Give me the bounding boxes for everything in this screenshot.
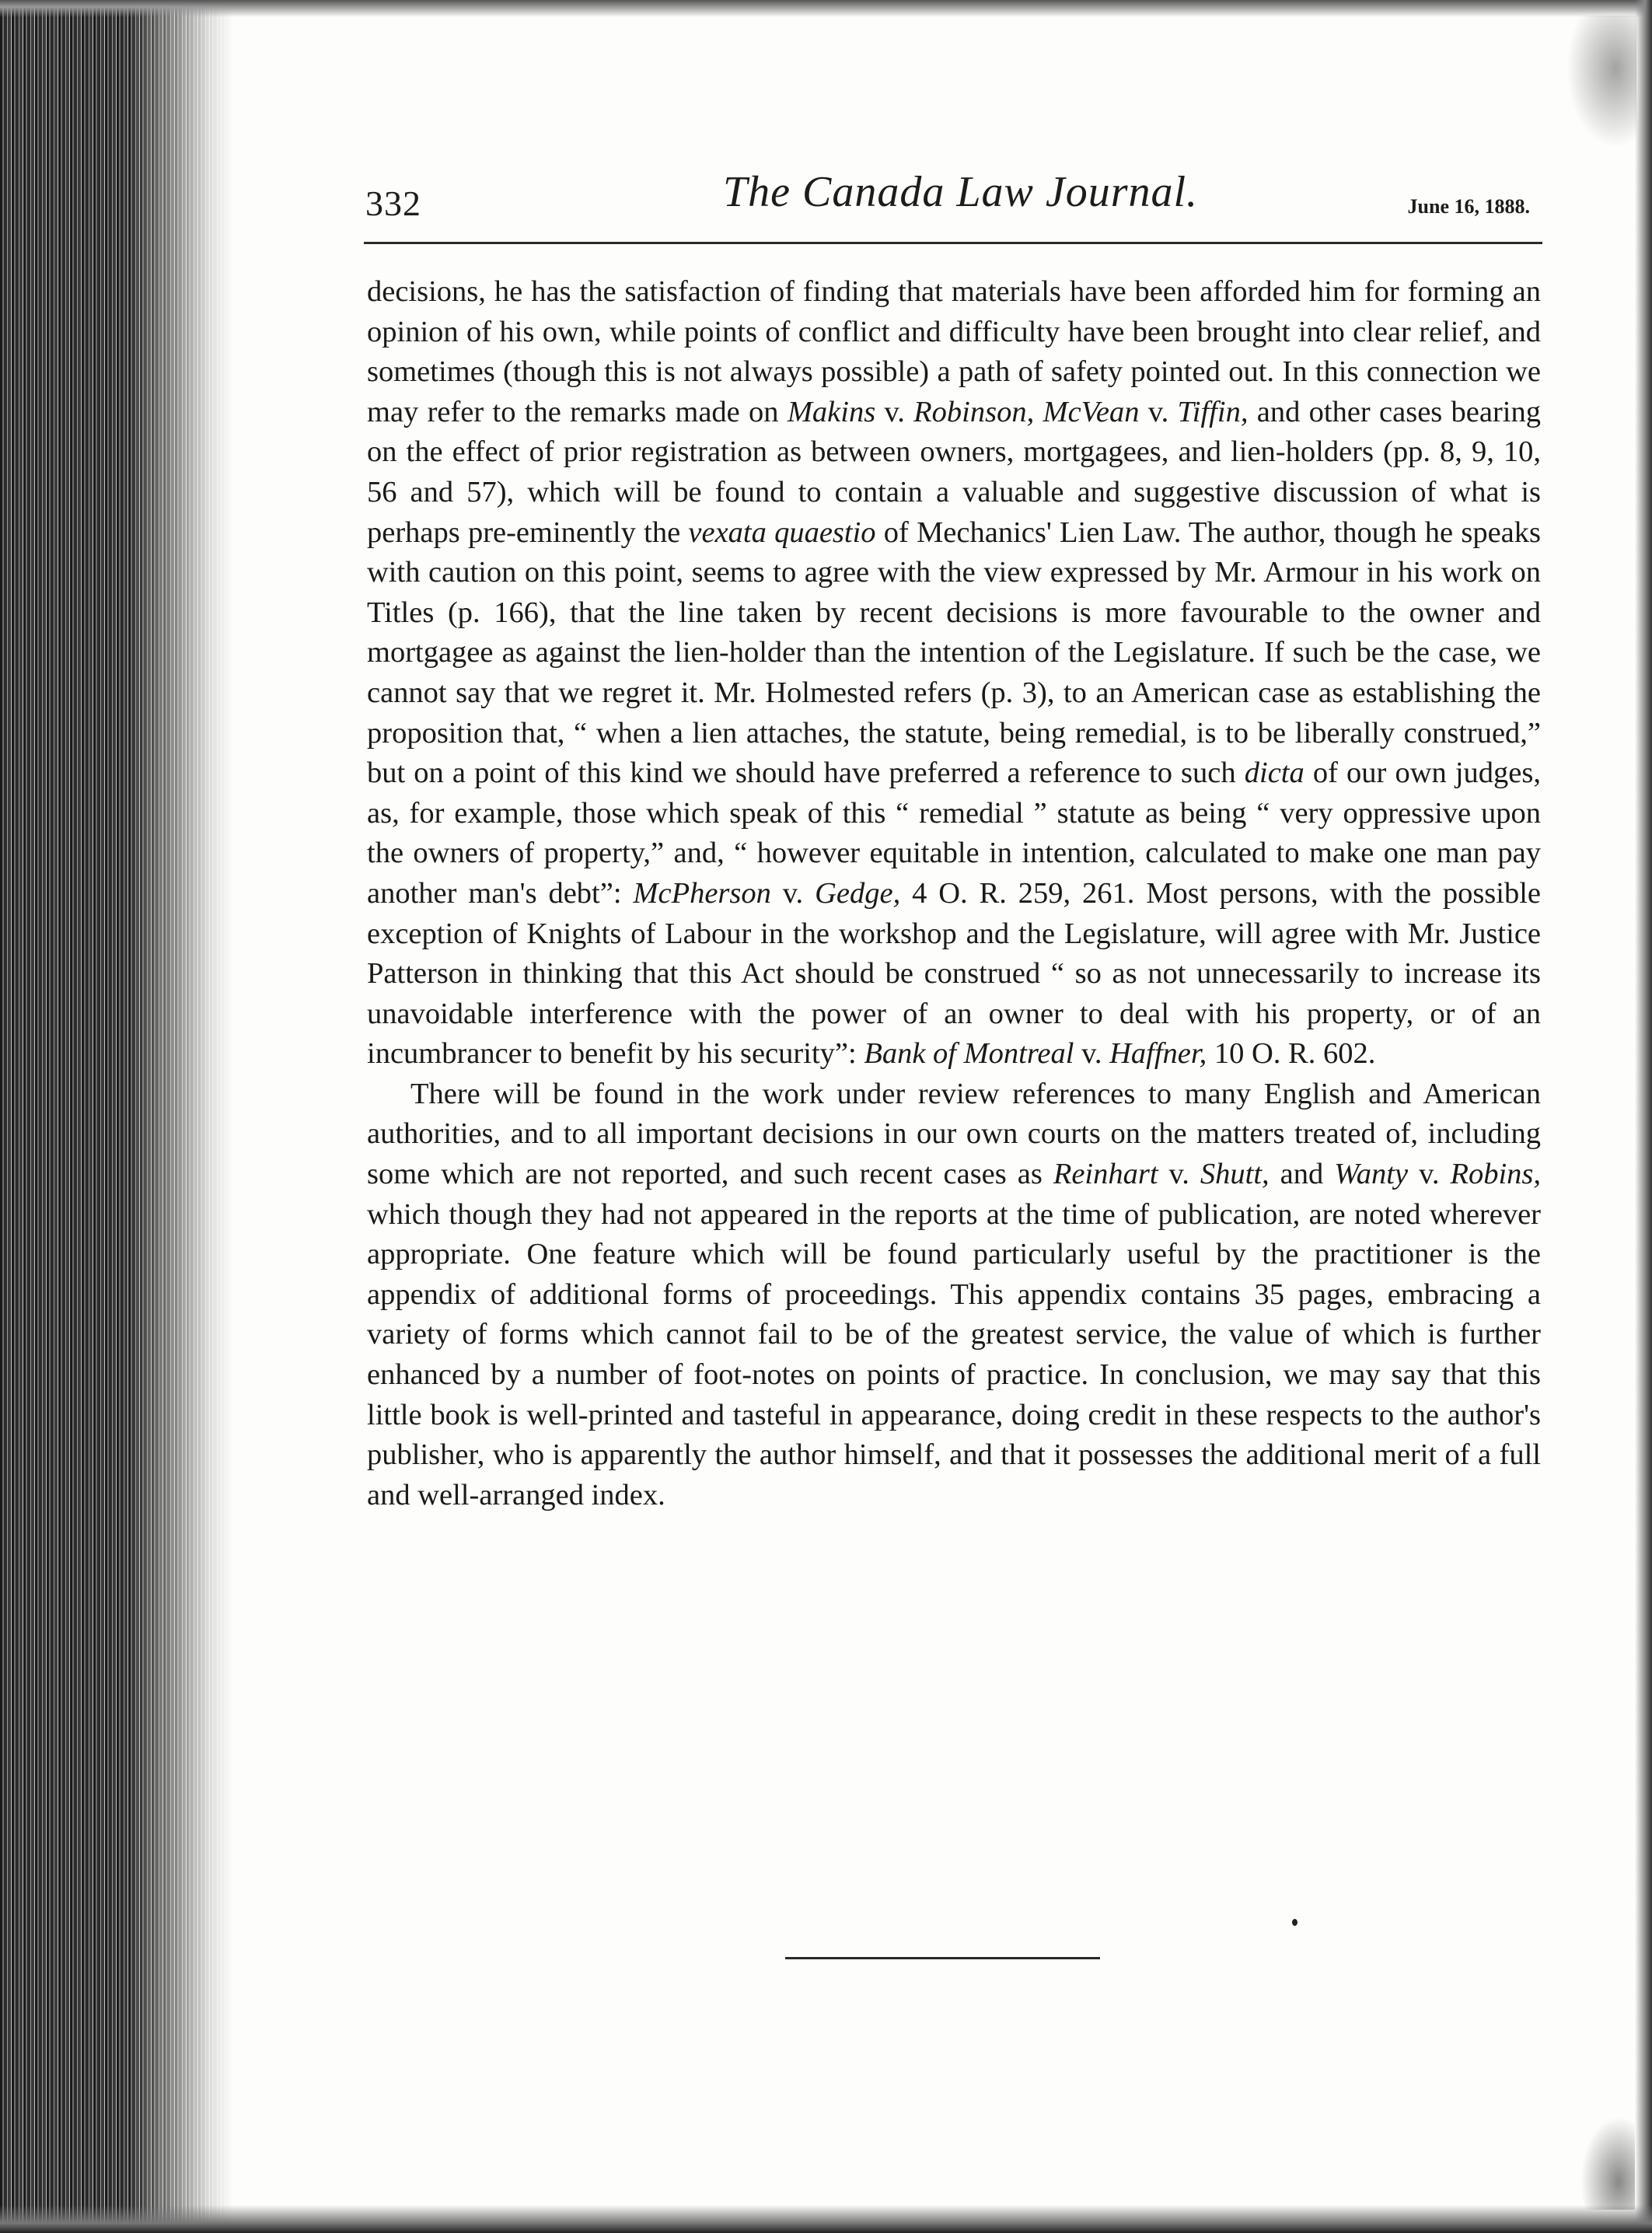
journal-title: The Canada Law Journal. <box>723 168 1199 216</box>
text-run: of Mechanics' Lien Law. The author, though he speaks with caution on this point, seems to agree with the view expressed by Mr. Armour in his work on Titles (p. 166), that the line taken by recent decisions is more favourable to the owner and mortgagee as against the lien-holder than the intention of the Legislature. If such be the case, we cannot say that we regret it. Mr. Holmested refers (p. 3), to an American case as establishing the proposition that, “ when a lien attaches, the statute, being remedial, is to be liberally construed,” but on a point of this kind we should have preferred a reference to such <box>367 515 1541 790</box>
text-run: v. <box>770 876 816 910</box>
text-run: v. <box>1158 1158 1200 1191</box>
page-number: 332 <box>365 183 421 223</box>
text-run: 4 O. R. 259, 261. Most persons, with the possible exception of Knights of Labour in the workshop and the Legislature, will agree with Mr. Justice Patterson in thinking that this Act should be construed “ so as not unnecessarily to increase its unavoidable interference with the power of an owner to deal with his property, or of an incumbrancer to benefit by his security”: <box>367 876 1542 1071</box>
text-run: decisions, he has the satisfaction of finding that materials have been afforded him for forming an opinion of his own, while points of conflict and difficulty have been brought into clear relief, and sometimes (though this is not always possible) a path of safety pointed out. In this connection we may refer to the remarks made on <box>367 275 1541 428</box>
paragraph-1 <box>367 272 1541 1075</box>
italic-citation: McPherson <box>633 876 771 910</box>
text-run: v. <box>1139 395 1178 428</box>
scan-smudge <box>1566 16 1636 148</box>
page-bottom-edge <box>0 2205 1652 2233</box>
text-run: There will be found in the work under review references to many English and American authorities, and to all important decisions in our own courts on the matters treated of, including some which are not reported, and such recent cases as <box>367 1077 1541 1191</box>
italic-citation: Makins <box>787 395 876 428</box>
text-run: and other cases bearing on the effect of prior registration as between owners, mortgagees, and lien-holders (pp. 8, 9, 10, 56 and 57), which will be found to contain a valuable and suggestive discussion of what is perhaps pre-eminently the <box>367 395 1541 549</box>
text-run: of our own judges, as, for example, those which speak of this “ remedial ” statute as being “ very oppressive upon the owners of property,” and, “ however equitable in intention, calculated to make one man pay another man's debt”: <box>367 757 1542 910</box>
italic-citation: Wanty <box>1334 1158 1409 1191</box>
italic-citation: vexata quaestio <box>688 515 876 549</box>
text-run: v. <box>1074 1037 1110 1071</box>
text-run: v. <box>1408 1158 1451 1191</box>
text-run: 10 O. R. 602. <box>1207 1037 1376 1071</box>
header-rule <box>364 242 1542 244</box>
ink-speck <box>1292 1919 1298 1926</box>
text-run: and <box>1269 1158 1335 1191</box>
paragraph-2 <box>367 1075 1541 1516</box>
binding-edge <box>0 0 233 2233</box>
text-run: which though they had not appeared in the reports at the time of publication, are noted wherever appropriate. One feature which will be found particularly useful by the practitioner is the appendix of additional forms of proceedings. This appendix contains 35 pages, embracing a variety of forms which cannot fail to be of the greatest service, the value of which is further enhanced by a number of foot-notes on points of practice. In conclusion, we may say that this little book is well-printed and tasteful in appearance, doing credit in these respects to the author's publisher, who is apparently the author himself, and that it possesses the additional merit of a full and well-arranged index. <box>367 1197 1541 1511</box>
italic-citation: Shutt, <box>1200 1158 1270 1191</box>
italic-citation: Haffner, <box>1109 1037 1207 1071</box>
italic-citation: Gedge, <box>815 876 901 910</box>
running-head <box>365 159 1538 229</box>
text-run: v. <box>875 395 914 428</box>
page-top-edge <box>0 0 1652 17</box>
article-body <box>367 272 1541 1515</box>
italic-citation: Tiffin, <box>1177 395 1249 428</box>
italic-citation: Robinson, McVean <box>913 395 1140 428</box>
italic-citation: Reinhart <box>1053 1158 1158 1191</box>
issue-date: June 16, 1888. <box>1407 195 1530 218</box>
italic-citation: Robins, <box>1450 1158 1542 1191</box>
end-rule <box>785 1957 1100 1959</box>
page-right-edge <box>1635 0 1652 2233</box>
italic-citation: Bank of Montreal <box>864 1037 1074 1071</box>
scan-smudge-bottom <box>1580 2116 1635 2210</box>
italic-citation: dicta <box>1244 757 1304 790</box>
